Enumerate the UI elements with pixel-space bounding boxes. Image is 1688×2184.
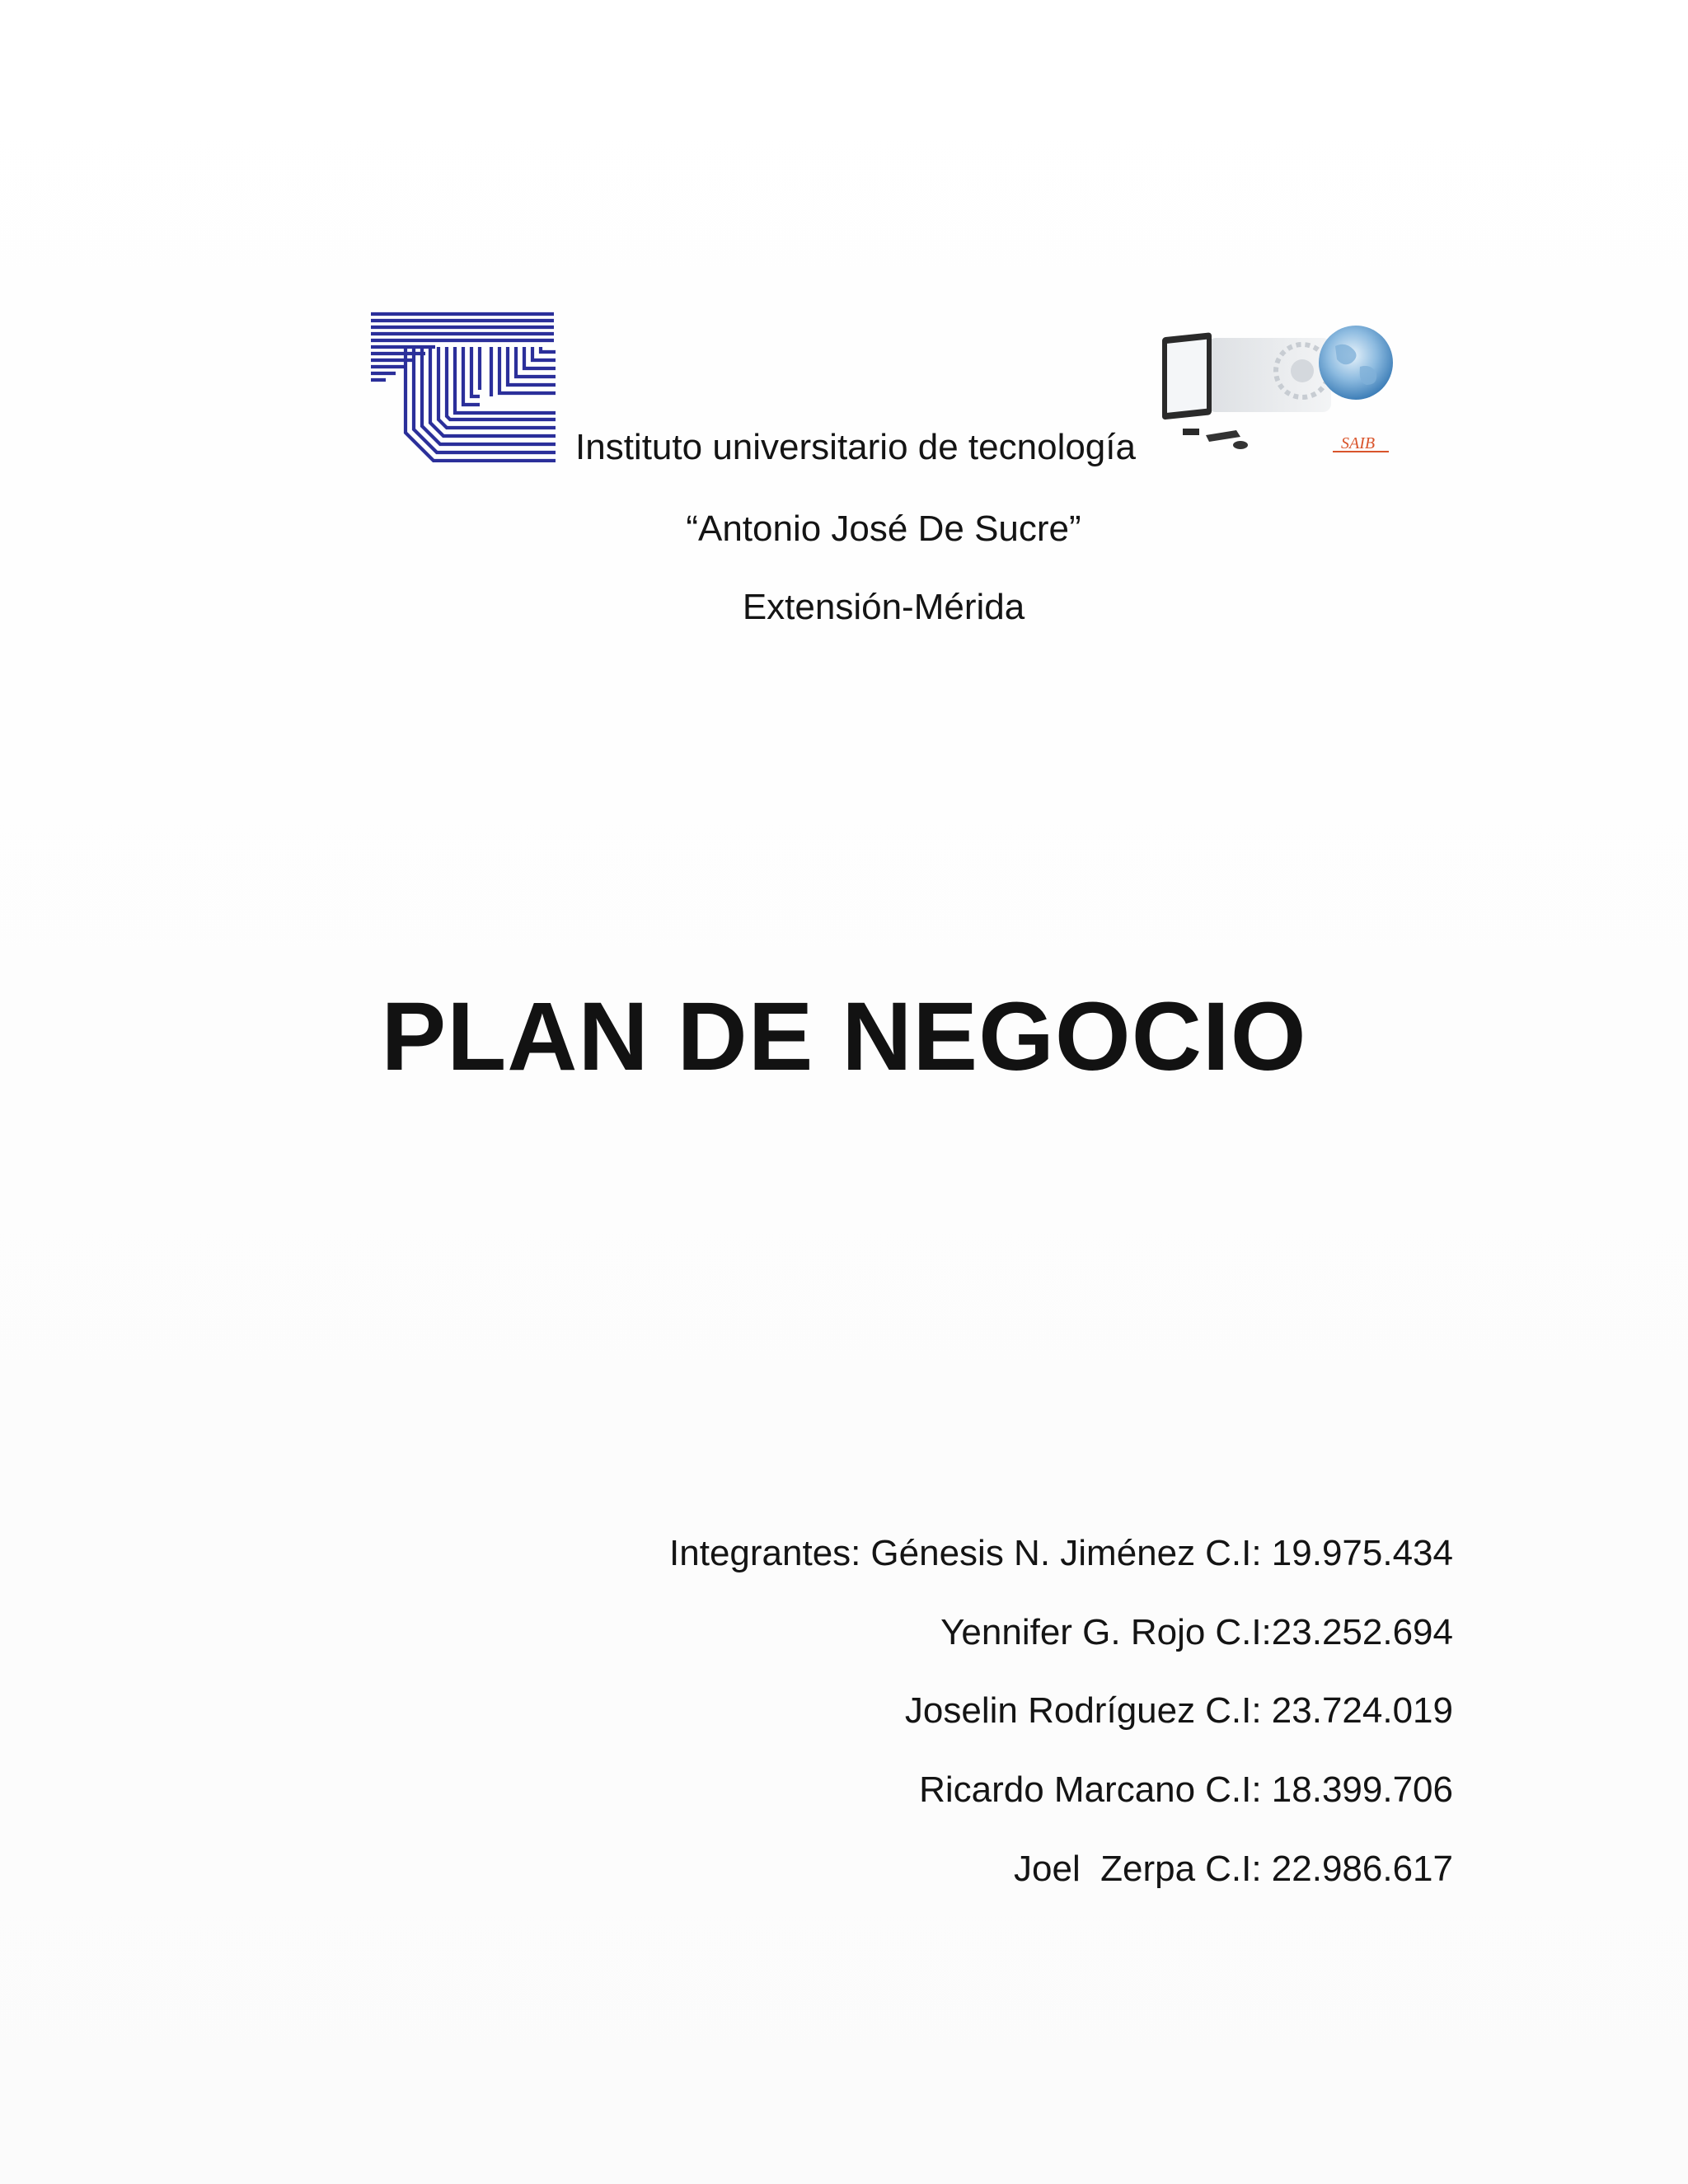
member-name: Génesis N. Jiménez <box>870 1533 1196 1573</box>
institute-extension: Extensión-Mérida <box>742 587 1025 627</box>
document-title: PLAN DE NEGOCIO <box>381 982 1307 1091</box>
member-id: C.I: 19.975.434 <box>1205 1533 1453 1573</box>
institute-subtitle: “Antonio José De Sucre” <box>686 509 1081 549</box>
member-name: Joselin Rodríguez <box>904 1690 1196 1731</box>
svg-text:SAIB: SAIB <box>1341 434 1376 452</box>
member-id: C.I: 23.724.019 <box>1205 1690 1453 1731</box>
member-line <box>1014 1846 1453 1892</box>
member-name: Yennifer G. Rojo <box>940 1612 1206 1652</box>
member-name: Ricardo Marcano <box>919 1769 1196 1810</box>
member-line <box>905 1688 1453 1734</box>
member-line <box>919 1767 1453 1813</box>
member-id: C.I: 18.399.706 <box>1205 1769 1453 1810</box>
member-line <box>940 1610 1453 1656</box>
member-id: C.I:23.252.694 <box>1215 1612 1453 1652</box>
member-line <box>669 1530 1453 1577</box>
institute-name: Instituto universitario de tecnología <box>575 427 1136 467</box>
member-id: C.I: 22.986.617 <box>1205 1849 1453 1889</box>
members-prefix: Integrantes: <box>669 1533 861 1573</box>
member-name: Joel Zerpa <box>1014 1849 1196 1889</box>
